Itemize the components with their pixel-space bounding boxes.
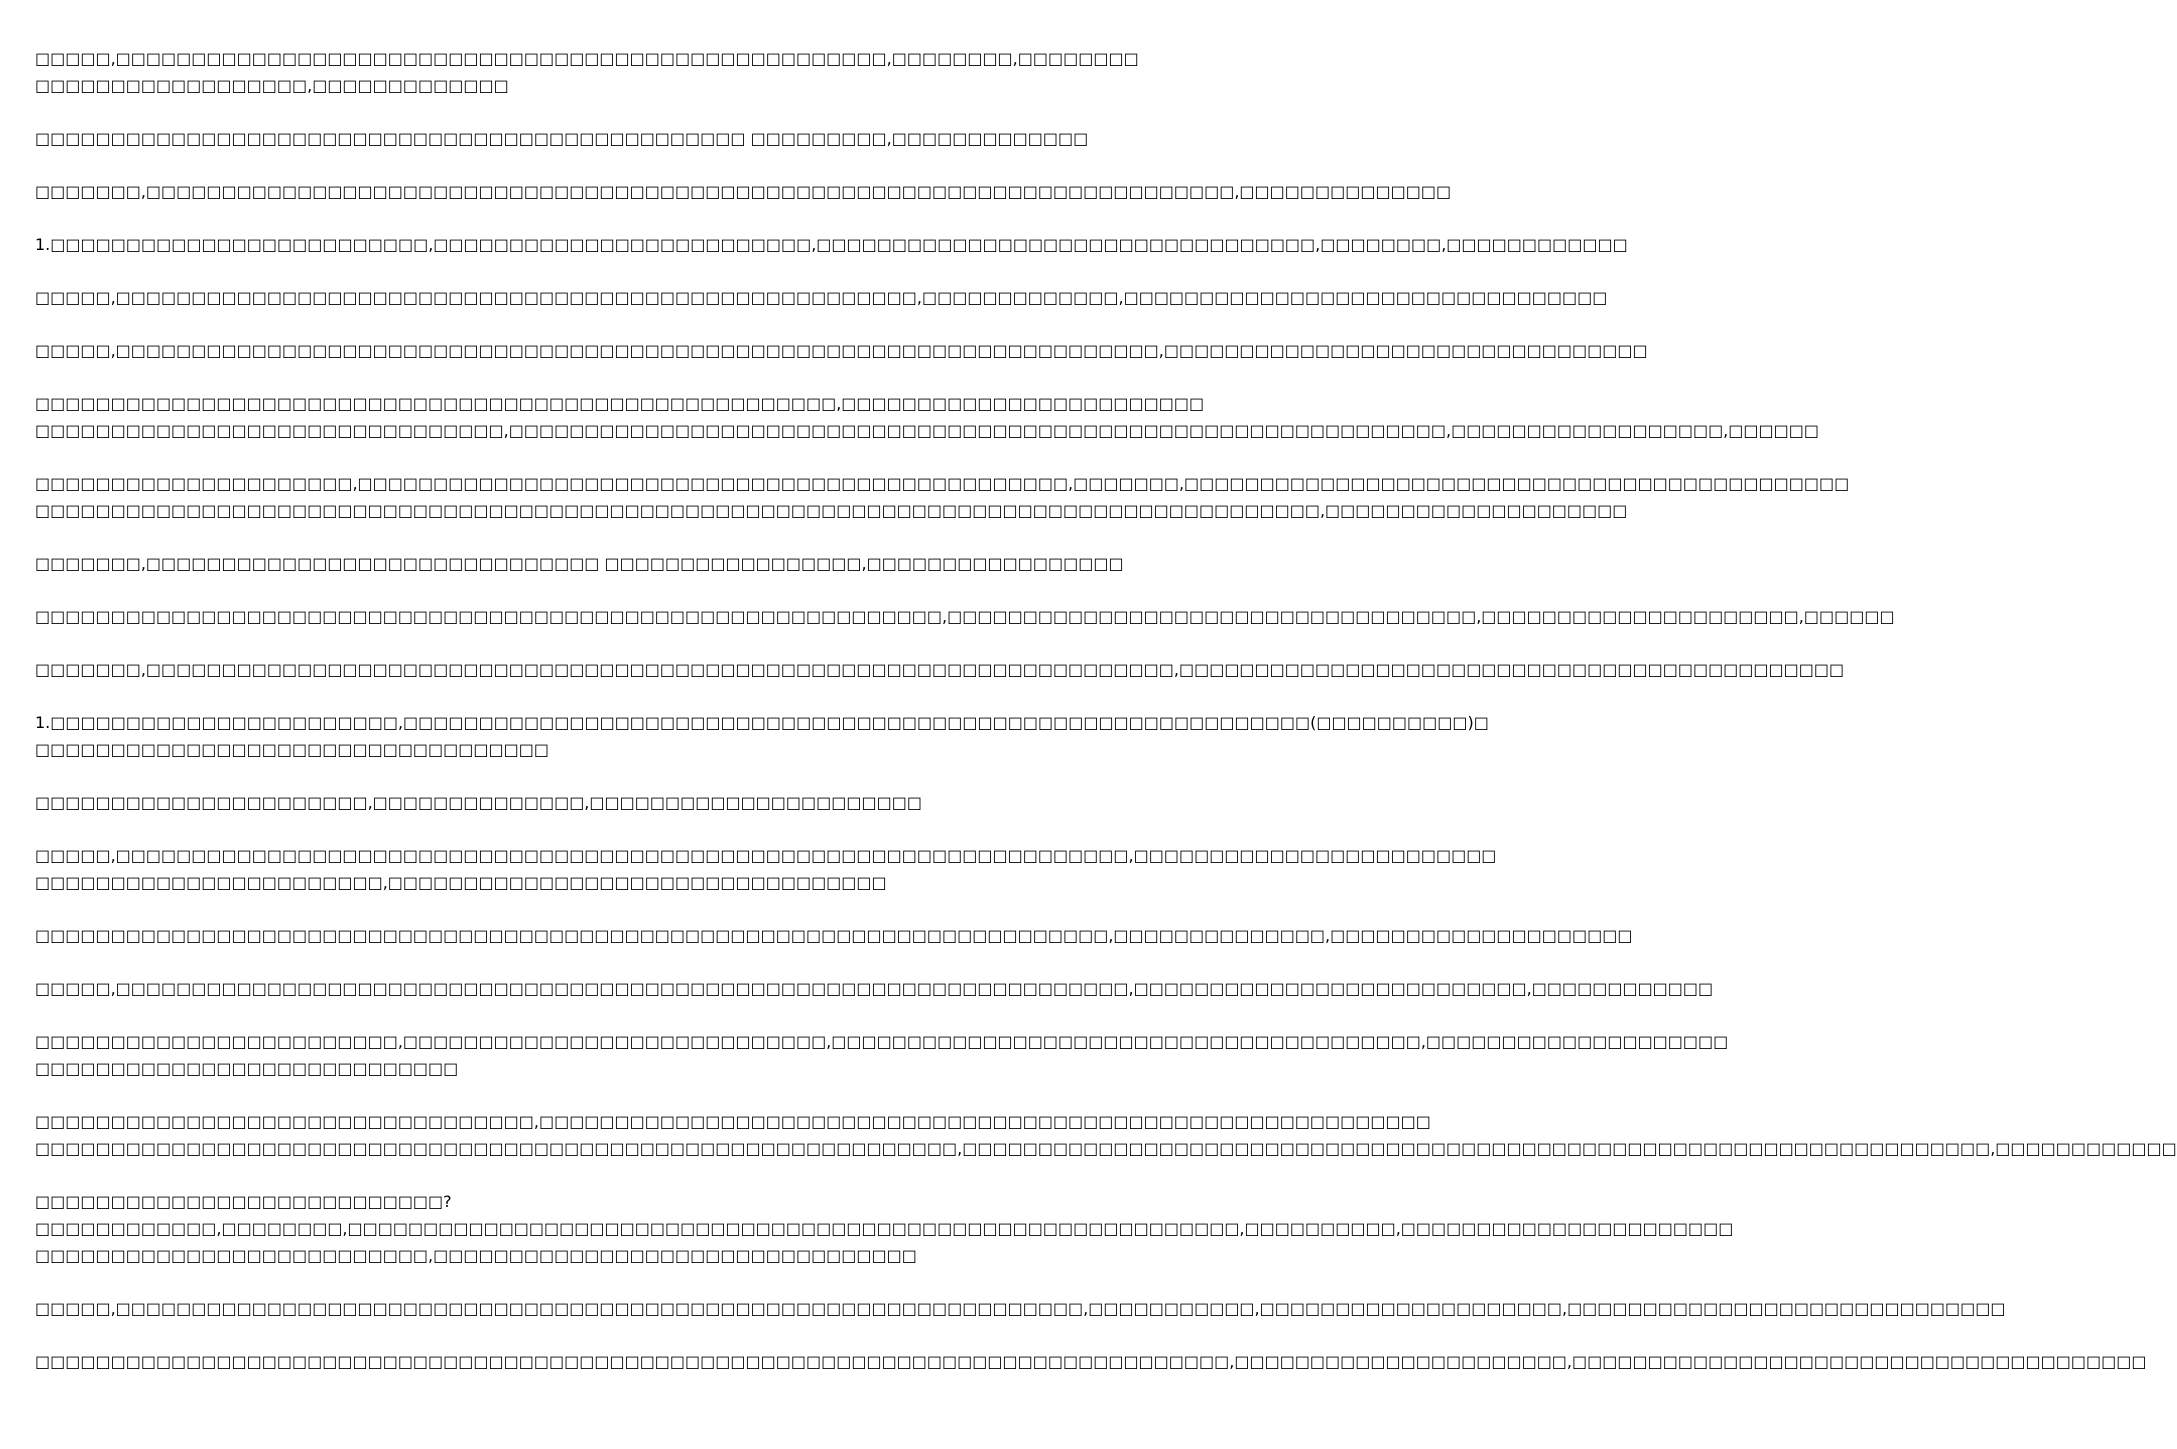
text-line: □□□□□,□□□□□□□□□□□□□□□□□□□□□□□□□□□□□□□□□□□□□□□□□□□□□□□□□□□□□□□□□□□□□□□□□□□□□,□□□□□□□□□□□□□□□□□□□□□□□□□□□□□□□□	[35, 341, 1648, 360]
text-line: □□□□□□□□□□□□□□□□□□□□□□□□□□□□□□□□□□□□□□□□□□□□□□□□□□□□□,□□□□□□□□□□□□□□□□□□□□□□□□	[35, 394, 1205, 413]
text-line: □□□□□□□□□□□□□□□□□□□□□□□□□□□□□□□□□,□□□□□□□□□□□□□□□□□□□□□□□□□□□□□□□□□□□□□□□□□□□□□□□□□□□□□□□□□□□	[35, 1112, 1431, 1131]
paragraph	[35, 975, 1714, 1002]
paragraph	[35, 284, 1608, 311]
text-line: □□□□□□□□□□□□□□□□□□□□□□□,□□□□□□□□□□□□□□□□□□□□□□□□□□□□□□□□□	[35, 873, 887, 892]
text-line: □□□□□□□□□□□□□□□□□□,□□□□□□□□□□□□□	[35, 76, 509, 95]
paragraph	[35, 789, 989, 816]
paragraph	[35, 922, 1633, 949]
text-line: □□□□□□□□□□□□□□□□□□□□□□□□,□□□□□□□□□□□□□□□□□□□□□□□□□□□□,□□□□□□□□□□□□□□□□□□□□□□□□□□□□□□□□□□□□□□□,□□□□□□□□□□□□□□□□□□□□	[35, 1032, 1729, 1051]
text-line: 1.□□□□□□□□□□□□□□□□□□□□□□□,□□□□□□□□□□□□□□□□□□□□□□□□□□□□□□□□□□□□□□□□□□□□□□□□□□□□□□□□□□□□(□□□□□□□□□□)□	[35, 713, 1489, 732]
text-line: □□□□□□□□□□□□□□□□□□□□□□□□□□□□□□□□□□	[35, 740, 549, 759]
text-line: □□□□□,□□□□□□□□□□□□□□□□□□□□□□□□□□□□□□□□□□□□□□□□□□□□□□□□□□□□□□□□□□□□□□□□□□□,□□□□□□□□□□□□□□□□□□□□□□□□	[35, 846, 1497, 865]
paragraph	[35, 656, 1845, 683]
paragraph	[35, 125, 1089, 152]
paragraph	[35, 45, 1139, 99]
text-line: □□□□□□□,□□□□□□□□□□□□□□□□□□□□□□□□□□□□□□□□□□□□□□□□□□□□□□□□□□□□□□□□□□□□□□□□□□□□□□□□,□□□□□□□□□□□□□□	[35, 182, 1452, 201]
text-line: □□□□□□□□□□□□□□□□□□□□□□□□□□□□□□□□□□□□□□□□□□□□□□□□□□□□□□□□□□□□,□□□□□□□□□□□□□□□□□□□□□□□□□□□□□□□□□□□,□□□□□□□□□□□□□□□□□□□□□,□□□□□□	[35, 607, 1895, 626]
text-line: □□□□□□□□□□□□□□□□□□□□□□□□□□□□□□□□□□□□□□□□□□□□□□□ □□□□□□□□□,□□□□□□□□□□□□□	[35, 129, 1089, 148]
text-line: □□□□□□□□□□□□□□□□□□□□□□□□□□□?	[35, 1192, 452, 1211]
text-line: □□□□□,□□□□□□□□□□□□□□□□□□□□□□□□□□□□□□□□□□□□□□□□□□□□□□□□□□□□□□□□□□□□□□□□□□□,□□□□□□□□□□□□□□□□□□□□□□□□□□,□□□□□□□□□□□□	[35, 979, 1714, 998]
paragraph	[35, 1348, 2147, 1375]
paragraph	[35, 550, 1124, 577]
text-line: □□□□□□□,□□□□□□□□□□□□□□□□□□□□□□□□□□□□□□ □□□□□□□□□□□□□□□□□,□□□□□□□□□□□□□□□□□	[35, 554, 1124, 573]
paragraph	[35, 1295, 2006, 1322]
text-line: □□□□□□□□□□□□□□□□□□□□□□□□□□□□	[35, 1059, 459, 1078]
document-page	[35, 45, 2177, 1401]
text-line: □□□□□□□□□□□□□□□□□□□□□□□□□□□□□□□□□□□□□□□□□□□□□□□□□□□□□□□□□□□□□□□□□□□□□□□□□□□□□□□□□□□□□,□□□□□□□□□□□□□□□□□□□□	[35, 501, 1628, 520]
text-line: □□□□□,□□□□□□□□□□□□□□□□□□□□□□□□□□□□□□□□□□□□□□□□□□□□□□□□□□□,□□□□□□□□,□□□□□□□□	[35, 49, 1139, 68]
paragraph	[35, 1028, 1729, 1082]
text-line: □□□□□□□□□□□□□□□□□□□□□□□□□□□□□□□□□□□□□□□□□□□□□□□□□□□□□□□□□□□□□□□□□□□□□□□□□□□□□□□,□□□□□□□□□□□□□□□□□□□□□□,□□□□□□□□□□□□□□□□□□□□□□□□□□□□□□□□□□□□□□	[35, 1352, 2147, 1371]
paragraph	[35, 390, 1819, 444]
paragraph	[35, 470, 1850, 524]
text-line: □□□□□□□□□□□□,□□□□□□□□,□□□□□□□□□□□□□□□□□□□□□□□□□□□□□□□□□□□□□□□□□□□□□□□□□□□□□□□□□□□,□□□□□□□□□□,□□□□□□□□□□□□□□□□□□□□□□	[35, 1219, 1734, 1238]
paragraph	[35, 1188, 1734, 1269]
text-line: □□□□□□□□□□□□□□□□□□□□□□□□□□□□□□□,□□□□□□□□□□□□□□□□□□□□□□□□□□□□□□□□□□□□□□□□□□□□□□□□□□□□□□□□□□□□□□,□□□□□□□□□□□□□□□□□□,□□□□□□	[35, 421, 1819, 440]
text-line: □□□□□,□□□□□□□□□□□□□□□□□□□□□□□□□□□□□□□□□□□□□□□□□□□□□□□□□□□□□,□□□□□□□□□□□□□,□□□□□□□□□□□□□□□□□□□□□□□□□□□□□□□□	[35, 288, 1608, 307]
text-line: □□□□□□□□□□□□□□□□□□□□□□□□□□□□□□□□□□□□□□□□□□□□□□□□□□□□□□□□□□□□□□□□□□□□□□□,□□□□□□□□□□□□□□,□□□□□□□□□□□□□□□□□□□□	[35, 926, 1633, 945]
paragraph	[35, 178, 1452, 205]
text-line: □□□□□□□□□□□□□□□□□□□□□□□□□□□□□□□□□□□□□□□□□□□□□□□□□□□□□□□□□□□□□,□□□□□□□□□□□□□□□□□□□□□□□□□□□□□□□□□□□□□□□□□□□□□□□□□□□□□□□□□□□□□□□□□□□□,□□□□□□□□□□□□	[35, 1139, 2177, 1158]
paragraph	[35, 603, 1895, 630]
text-line: □□□□□□□□□□□□□□□□□□□□□,□□□□□□□□□□□□□□□□□□□□□□□□□□□□□□□□□□□□□□□□□□□□□□□,□□□□□□□,□□□□□□□□□□□□□□□□□□□□□□□□□□□□□□□□□□□□□□□□□□□□	[35, 474, 1850, 493]
paragraph	[35, 1108, 2177, 1162]
text-line: □□□□□□□□□□□□□□□□□□□□□□,□□□□□□□□□□□□□□,□□□□□□□□□□□□□□□□□□□□□□	[35, 793, 922, 812]
text-line: □□□□□□□,□□□□□□□□□□□□□□□□□□□□□□□□□□□□□□□□□□□□□□□□□□□□□□□□□□□□□□□□□□□□□□□□□□□□,□□□□□□□□□□□□□□□□□□□□□□□□□□□□□□□□□□□□□□□□□□□□	[35, 660, 1845, 679]
text-line: □□□□□,□□□□□□□□□□□□□□□□□□□□□□□□□□□□□□□□□□□□□□□□□□□□□□□□□□□□□□□□□□□□□□□□,□□□□□□□□□□□,□□□□□□□□□□□□□□□□□□□□,□□□□□□□□□□□□□□□□□□□□□□□□□□□□□	[35, 1299, 2006, 1318]
paragraph	[35, 337, 1648, 364]
text-line: 1.□□□□□□□□□□□□□□□□□□□□□□□□□,□□□□□□□□□□□□□□□□□□□□□□□□□,□□□□□□□□□□□□□□□□□□□□□□□□□□□□□□□□□,□□□□□□□□,□□□□□□□□□□□□	[35, 235, 1628, 254]
text-line: □□□□□□□□□□□□□□□□□□□□□□□□□□,□□□□□□□□□□□□□□□□□□□□□□□□□□□□□□□□	[35, 1246, 917, 1265]
paragraph	[35, 842, 1497, 896]
paragraph	[35, 231, 1628, 258]
paragraph	[35, 709, 1489, 763]
